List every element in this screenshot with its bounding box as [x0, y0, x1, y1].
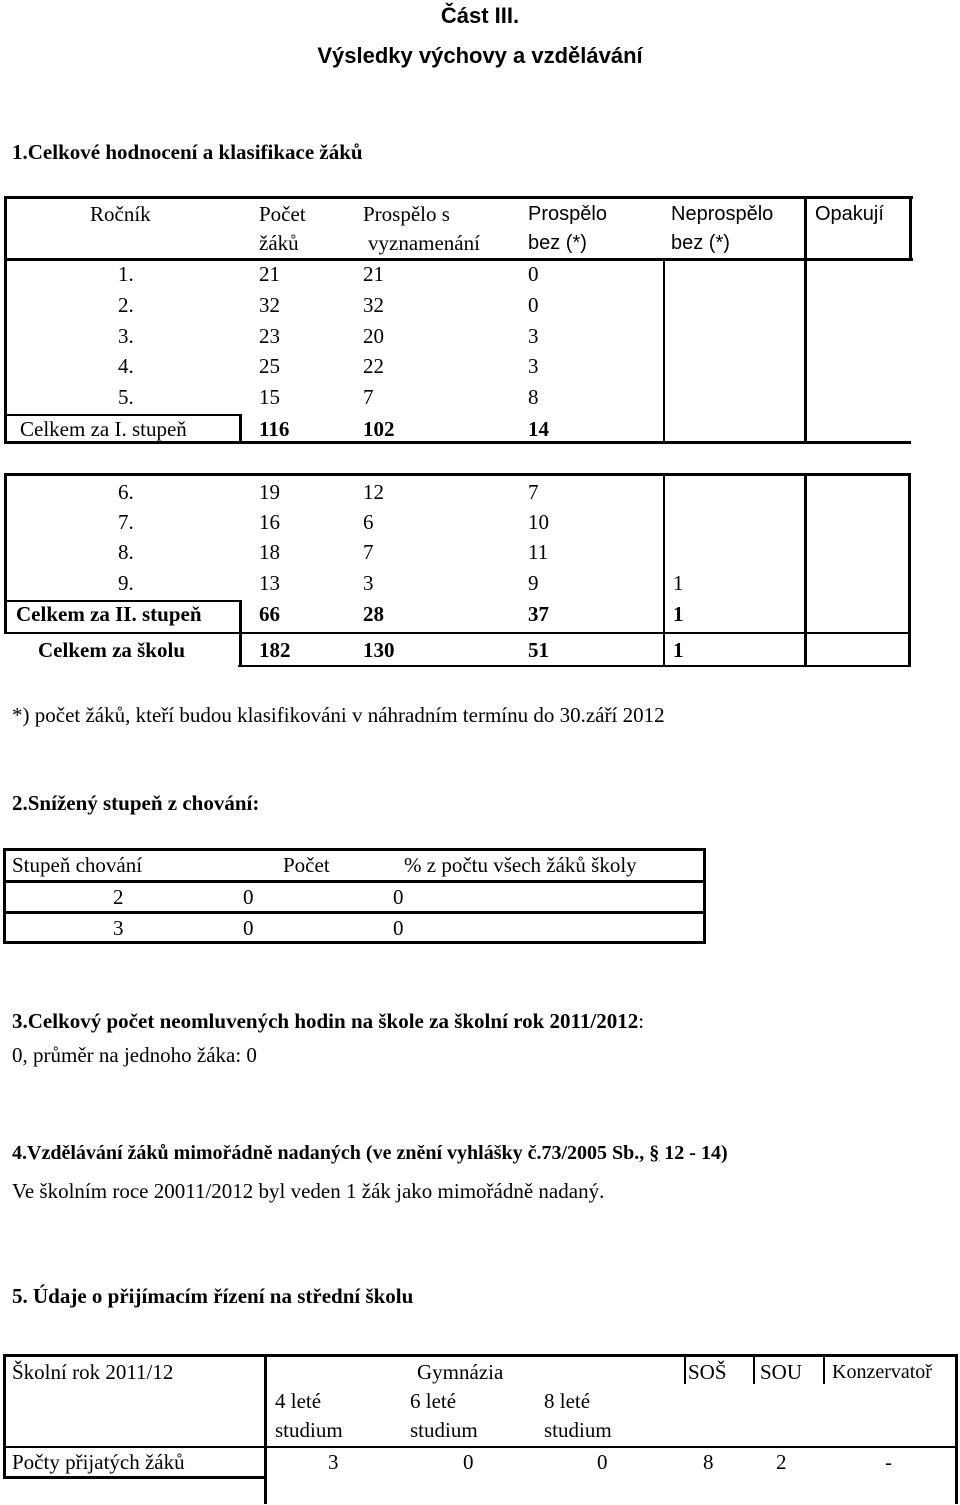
header-sou: SOU: [760, 1360, 803, 1384]
page-title: Výsledky výchovy a vzdělávání: [317, 43, 643, 68]
header-prospelo: Prospělo: [528, 203, 607, 225]
header-neprospelo-bez: bez (*): [671, 232, 730, 254]
header-sos: SOŠ: [688, 1360, 727, 1384]
section1-title: 1.Celkové hodnocení a klasifikace žáků: [12, 140, 363, 164]
footnote: *) počet žáků, kteří budou klasifikováni v náhradním termínu do 30.září 2012: [12, 703, 665, 727]
header-prospelo-bez: bez (*): [528, 232, 587, 254]
header-procento: % z počtu všech žáků školy: [404, 853, 637, 877]
header-stupen-chovani: Stupeň chování: [12, 853, 143, 877]
header-vyznamenani: vyznamenání: [368, 231, 480, 255]
section4-title: 4.Vzdělávání žáků mimořádně nadaných (ve znění vyhlášky č.73/2005 Sb., § 12 - 14): [12, 1142, 728, 1164]
header-gymnazia: Gymnázia: [417, 1360, 504, 1384]
sub-6-leta: 6 leté: [410, 1389, 457, 1413]
section2-title: 2.Snížený stupeň z chování:: [12, 791, 260, 815]
sub-4-leta: 4 leté: [275, 1389, 322, 1413]
section5-title: 5. Údaje o přijímacím řízení na střední školu: [12, 1284, 414, 1308]
header-zaku: žáků: [259, 231, 299, 255]
part-heading: Část III.: [440, 3, 520, 28]
header-pocet: Počet: [259, 202, 306, 226]
section4-text: Ve školním roce 20011/2012 byl veden 1 žák jako mimořádně nadaný.: [12, 1179, 605, 1203]
section3-text: 0, průměr na jednoho žáka: 0: [12, 1043, 257, 1067]
header-konzervator: Konzervatoř: [832, 1361, 932, 1383]
header-rocnik: Ročník: [90, 202, 151, 226]
header-prospelo-s: Prospělo s: [363, 202, 450, 226]
sub-8-leta-studium: studium: [544, 1418, 612, 1442]
sub-8-leta: 8 leté: [544, 1389, 591, 1413]
section3-title: 3.Celkový počet neomluvených hodin na škole za školní rok 2011/2012:: [12, 1009, 645, 1033]
header-neprospelo: Neprospělo: [671, 203, 774, 225]
sub-6-leta-studium: studium: [410, 1418, 478, 1442]
sub-4-leta-studium: studium: [275, 1418, 343, 1442]
paragraph-sign: §: [649, 1142, 660, 1164]
header-pocet-chovani: Počet: [283, 853, 330, 877]
header-opakuji: Opakují: [815, 203, 884, 225]
school-year-label: Školní rok 2011/12: [12, 1360, 174, 1384]
